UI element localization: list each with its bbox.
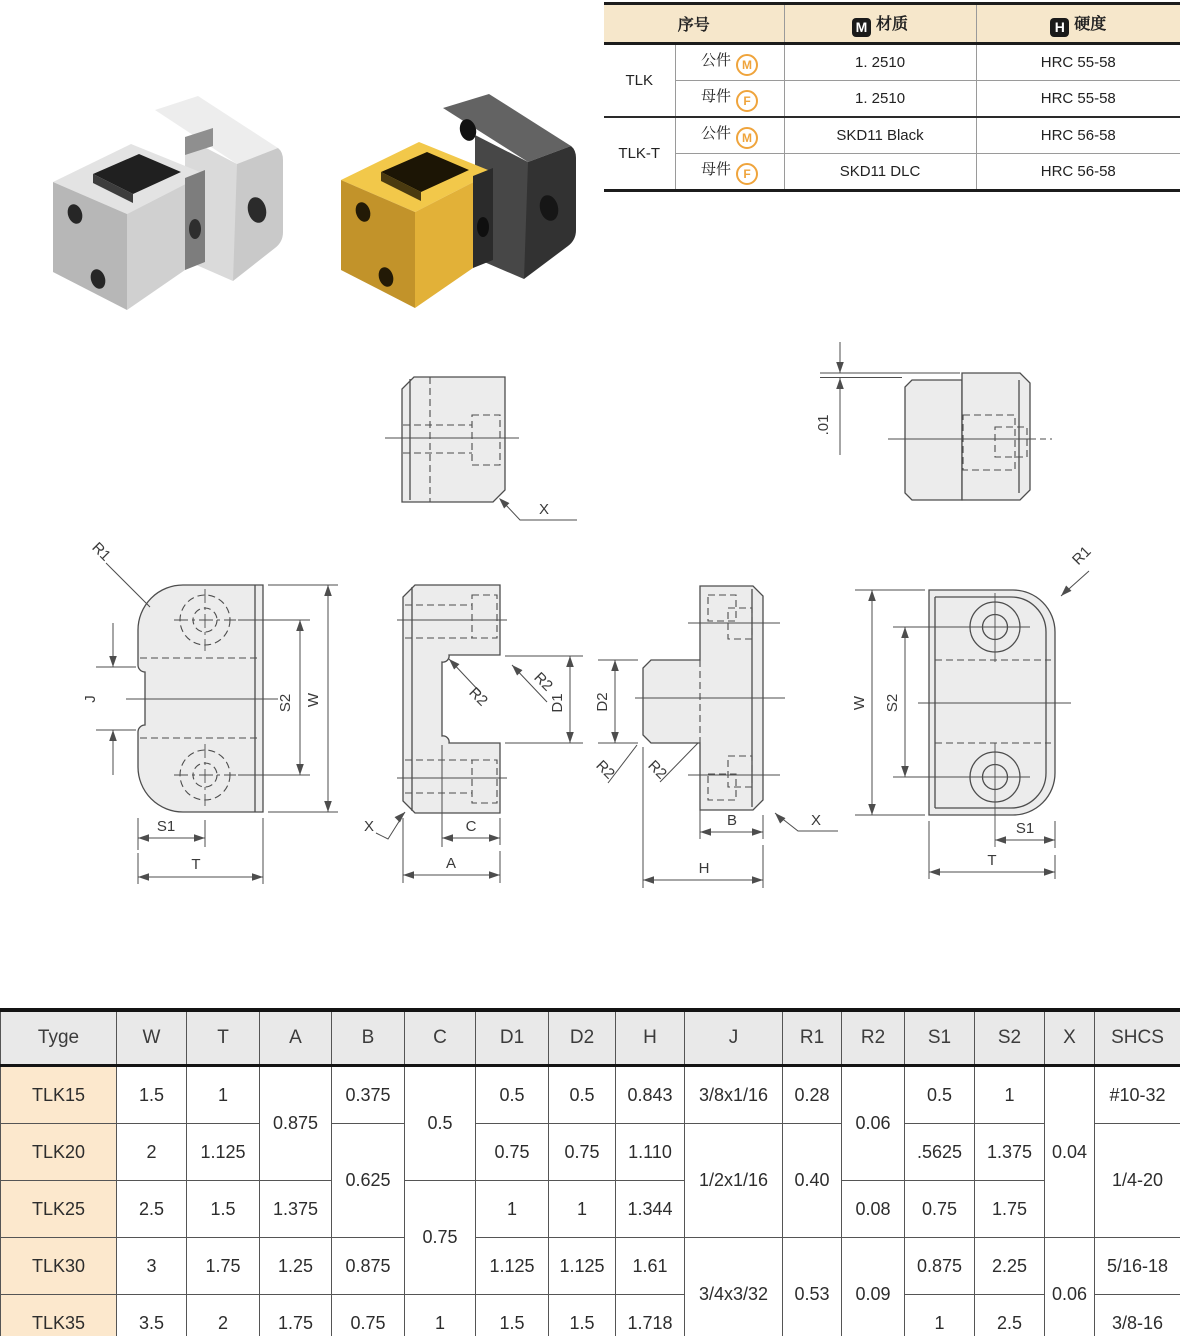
cell: 1.375	[975, 1124, 1045, 1181]
dim-label-x: X	[364, 818, 375, 835]
dim-label-s1: S1	[1015, 820, 1035, 837]
cell: 0.75	[905, 1181, 975, 1238]
col-header: S1	[905, 1010, 975, 1066]
hardness-cell: HRC 56-58	[976, 154, 1180, 191]
cell: 1.375	[260, 1181, 332, 1238]
material-cell: SKD11 DLC	[784, 154, 976, 191]
dim-label-s1: S1	[156, 818, 176, 835]
spec-row	[604, 154, 1180, 191]
cell: 0.843	[616, 1066, 685, 1124]
material-cell: 1. 2510	[784, 81, 976, 118]
dim-label-x: X	[538, 501, 550, 518]
cell: 1.61	[616, 1238, 685, 1295]
cell: 1	[975, 1066, 1045, 1124]
spec-row	[604, 44, 1180, 81]
cell: 0.875	[260, 1066, 332, 1181]
part-cell: 公件 M	[675, 44, 784, 81]
col-header: H	[616, 1010, 685, 1066]
cell: #10-32	[1095, 1066, 1180, 1124]
spec-header-no: 序号	[604, 4, 784, 44]
col-header: T	[187, 1010, 260, 1066]
col-header: R2	[842, 1010, 905, 1066]
cell: 0.28	[783, 1066, 842, 1124]
dim-label-s2: S2	[884, 693, 901, 713]
cell: 2.25	[975, 1238, 1045, 1295]
cell: 0.09	[842, 1238, 905, 1336]
col-header: R1	[783, 1010, 842, 1066]
col-header: B	[332, 1010, 405, 1066]
cell: 3/4x3/32	[685, 1238, 783, 1336]
part-cell: 母件 F	[675, 81, 784, 118]
col-header: A	[260, 1010, 332, 1066]
dim-label-c: C	[465, 818, 477, 835]
cell: 1.5	[187, 1181, 260, 1238]
cell: 3/8-16	[1095, 1295, 1180, 1336]
material-spec-table	[604, 2, 1180, 192]
cell: 0.40	[783, 1124, 842, 1238]
cell: 0.75	[405, 1181, 476, 1295]
cell: 2.5	[975, 1295, 1045, 1336]
cell: 1.344	[616, 1181, 685, 1238]
dim-label-r2: R2	[465, 684, 491, 710]
photo-gold-black-set	[341, 94, 576, 308]
material-badge-icon: M	[852, 18, 871, 37]
cell: 0.04	[1045, 1066, 1095, 1238]
col-header: Tyge	[1, 1010, 117, 1066]
drawing-plan-view-female	[78, 535, 348, 900]
material-cell: SKD11 Black	[784, 117, 976, 154]
cell: 1/4-20	[1095, 1124, 1180, 1238]
table-row	[1, 1124, 1180, 1181]
photo-silver-set	[53, 96, 283, 310]
cell: 1	[405, 1295, 476, 1336]
female-badge-icon: F	[736, 90, 758, 112]
dim-label-r2: R2	[592, 757, 618, 783]
cell: 0.53	[783, 1238, 842, 1336]
type-cell: TLK15	[1, 1066, 117, 1124]
cell: 0.5	[405, 1066, 476, 1181]
table-row	[1, 1295, 1180, 1336]
cell: 1/2x1/16	[685, 1124, 783, 1238]
dim-label-x: X	[810, 812, 822, 829]
spec-row	[604, 117, 1180, 154]
cell: 5/16-18	[1095, 1238, 1180, 1295]
cell: 0.75	[332, 1295, 405, 1336]
drawing-plan-view-male	[845, 535, 1117, 900]
male-badge-icon: M	[736, 54, 758, 76]
cell: 0.08	[842, 1181, 905, 1238]
spec-header-material: M 材质	[784, 4, 976, 44]
cell: 2	[187, 1295, 260, 1336]
cell: 1.75	[975, 1181, 1045, 1238]
cell: 3.5	[117, 1295, 187, 1336]
drawing-front-view-male	[590, 575, 842, 905]
dim-label-r2: R2	[644, 757, 670, 783]
cell: 1.5	[476, 1295, 549, 1336]
cell: .5625	[905, 1124, 975, 1181]
cell: 1	[905, 1295, 975, 1336]
type-cell: TLK20	[1, 1124, 117, 1181]
part-cell: 公件 M	[675, 117, 784, 154]
dim-label-h: H	[698, 860, 710, 877]
cell: 0.5	[905, 1066, 975, 1124]
cell: 0.06	[1045, 1238, 1095, 1336]
type-cell: TLK25	[1, 1181, 117, 1238]
dim-label-t: T	[987, 852, 997, 869]
material-cell: 1. 2510	[784, 44, 976, 81]
cell: 1.75	[187, 1238, 260, 1295]
cell: 1	[476, 1181, 549, 1238]
dim-label-d2: D2	[594, 692, 611, 712]
dim-label-s2: S2	[277, 693, 294, 713]
col-header: D1	[476, 1010, 549, 1066]
cell: 1	[549, 1181, 616, 1238]
cell: 1.5	[549, 1295, 616, 1336]
cell: 1.718	[616, 1295, 685, 1336]
table-row	[1, 1238, 1180, 1295]
cell: 3/8x1/16	[685, 1066, 783, 1124]
dim-label-gap: .01	[815, 414, 832, 436]
type-cell: TLK30	[1, 1238, 117, 1295]
hardness-cell: HRC 56-58	[976, 117, 1180, 154]
col-header: W	[117, 1010, 187, 1066]
dim-label-j: J	[82, 695, 99, 703]
dim-label-r2: R2	[530, 669, 556, 695]
hardness-badge-icon: H	[1050, 18, 1069, 37]
cell: 1.75	[260, 1295, 332, 1336]
cell: 1	[187, 1066, 260, 1124]
dimension-table	[0, 1008, 1180, 1336]
col-header: X	[1045, 1010, 1095, 1066]
spec-header-row	[604, 4, 1180, 44]
table-row	[1, 1066, 1180, 1124]
cell: 1.125	[549, 1238, 616, 1295]
cell: 1.25	[260, 1238, 332, 1295]
series-cell: TLK-T	[604, 117, 675, 191]
type-cell: TLK35	[1, 1295, 117, 1336]
cell: 0.75	[476, 1124, 549, 1181]
table-row	[1, 1181, 1180, 1238]
col-header: D2	[549, 1010, 616, 1066]
col-header: C	[405, 1010, 476, 1066]
cell: 2	[117, 1124, 187, 1181]
cell: 0.5	[549, 1066, 616, 1124]
cell: 0.375	[332, 1066, 405, 1124]
series-cell: TLK	[604, 44, 675, 118]
cell: 1.110	[616, 1124, 685, 1181]
col-header: J	[685, 1010, 783, 1066]
dim-label-w: W	[851, 695, 868, 711]
dim-label-r1: R1	[88, 539, 114, 565]
cell: 0.875	[332, 1238, 405, 1295]
dim-label-a: A	[445, 855, 457, 872]
drawing-side-view-male	[372, 352, 622, 532]
dim-label-t: T	[191, 856, 201, 873]
female-badge-icon: F	[736, 163, 758, 185]
drawing-front-view-female	[362, 575, 590, 905]
part-cell: 母件 F	[675, 154, 784, 191]
cell: 1.125	[187, 1124, 260, 1181]
spec-row	[604, 81, 1180, 118]
male-badge-icon: M	[736, 127, 758, 149]
cell: 3	[117, 1238, 187, 1295]
col-header: S2	[975, 1010, 1045, 1066]
cell: 0.75	[549, 1124, 616, 1181]
cell: 0.5	[476, 1066, 549, 1124]
dim-label-b: B	[726, 812, 738, 829]
product-photo-taper-locks	[35, 82, 595, 337]
dim-header-row	[1, 1010, 1180, 1066]
drawing-assembled-gap-view	[812, 340, 1077, 515]
cell: 2.5	[117, 1181, 187, 1238]
hardness-cell: HRC 55-58	[976, 81, 1180, 118]
cell: 0.06	[842, 1066, 905, 1181]
hardness-cell: HRC 55-58	[976, 44, 1180, 81]
cell: 0.625	[332, 1124, 405, 1238]
dim-label-r1: R1	[1069, 543, 1095, 569]
cell: 1.5	[117, 1066, 187, 1124]
col-header: SHCS	[1095, 1010, 1180, 1066]
spec-header-hardness: H 硬度	[976, 4, 1180, 44]
cell: 1.125	[476, 1238, 549, 1295]
cell: 0.875	[905, 1238, 975, 1295]
dim-label-w: W	[305, 692, 322, 708]
dim-label-d1: D1	[549, 693, 566, 713]
